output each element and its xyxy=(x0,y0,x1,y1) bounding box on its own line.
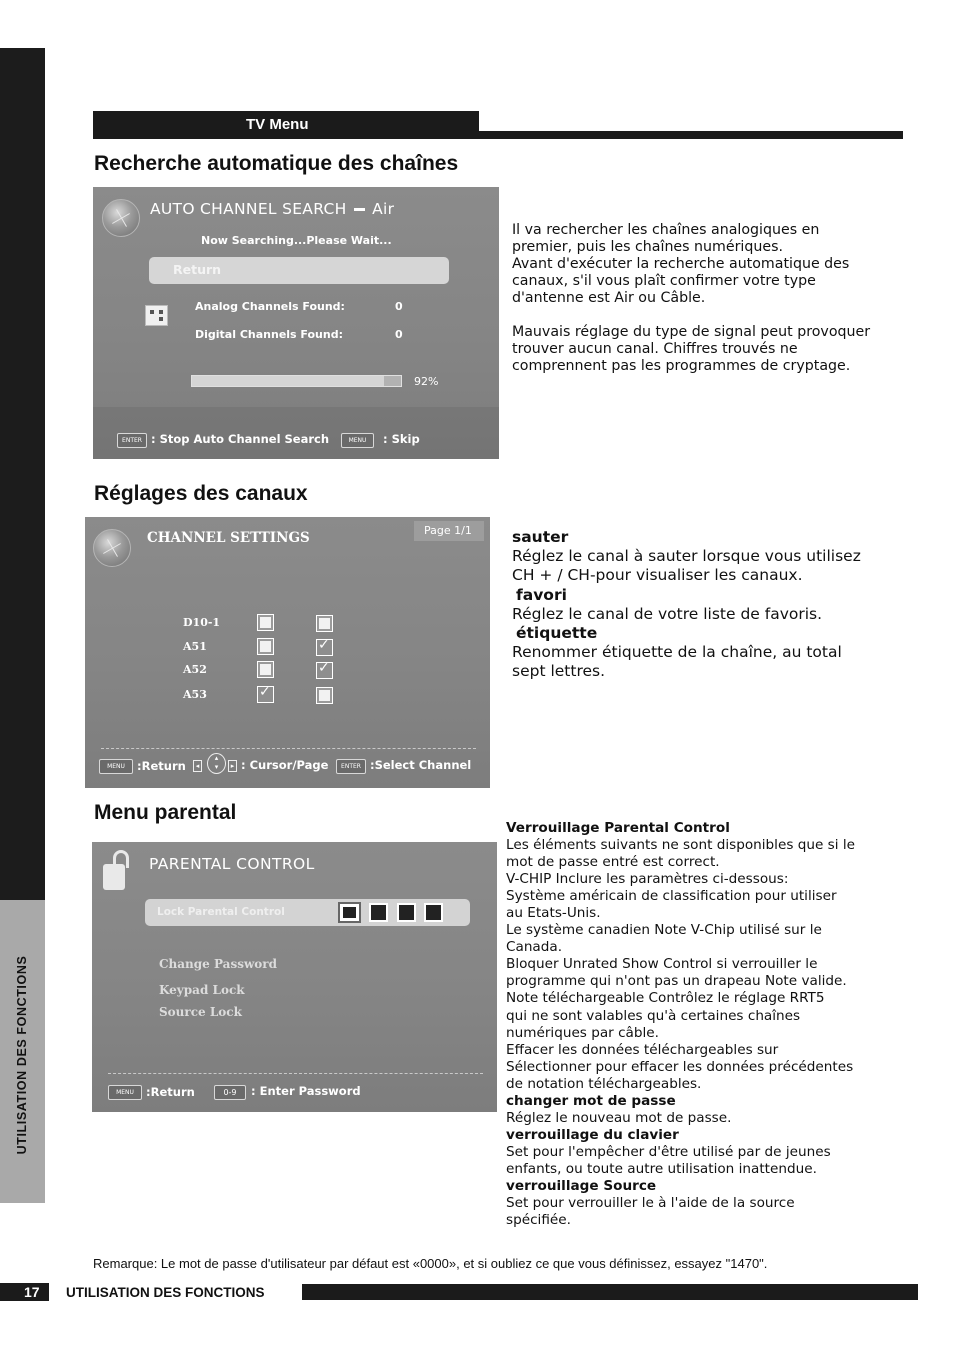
parental-control-screen xyxy=(92,842,497,1112)
side-bar-dark xyxy=(0,48,45,900)
stop-search-hint: : Stop Auto Channel Search xyxy=(151,432,330,446)
skip-checkbox[interactable] xyxy=(257,661,274,678)
skip-text-line-2: CH + / CH-pour visualiser les canaux. xyxy=(512,566,803,585)
description-line: d'antenne est Air ou Câble. xyxy=(512,290,706,306)
lock-parental-control-label: Lock Parental Control xyxy=(157,906,285,918)
parental-control-title: PARENTAL CONTROL xyxy=(149,855,315,873)
description-line: spécifiée. xyxy=(506,1212,571,1229)
auto-search-title-text: AUTO CHANNEL SEARCH xyxy=(150,200,347,218)
description-line: V-CHIP Inclure les paramètres ci-dessous: xyxy=(506,871,789,888)
arrow-left-icon: ◂ xyxy=(193,760,202,772)
auto-search-title xyxy=(150,200,394,218)
cursor-page-hint: : Cursor/Page xyxy=(241,758,329,772)
auto-search-screen xyxy=(93,187,499,459)
description-line: premier, puis les chaînes numériques. xyxy=(512,239,783,255)
channel-name: D10-1 xyxy=(183,616,221,629)
arrow-right-icon: ▸ xyxy=(228,760,237,772)
search-progress-fill xyxy=(192,376,384,386)
footer-rule xyxy=(302,1284,918,1300)
description-line: Sélectionner pour effacer les données précédentes xyxy=(506,1058,854,1075)
channel-settings-screen xyxy=(85,517,490,788)
search-progress-label: 92% xyxy=(414,375,439,388)
description-line: qui ne sont valables qu'à certaines chaînes xyxy=(506,1007,801,1024)
description-line: trouver aucun canal. Chiffres trouvés ne xyxy=(512,341,798,357)
label-text-line-2: sept lettres. xyxy=(512,662,606,681)
return-hint: :Return xyxy=(137,759,186,773)
lock-parental-control-row[interactable] xyxy=(145,899,470,926)
menu-key: MENU xyxy=(341,433,374,448)
skip-text-line-1: Réglez le canal à sauter lorsque vous utilisez xyxy=(512,547,861,566)
favorite-checkbox[interactable] xyxy=(316,687,333,704)
page-indicator-label: Page 1/1 xyxy=(424,524,472,537)
description-heading: changer mot de passe xyxy=(506,1092,676,1109)
footer-divider xyxy=(108,1073,483,1074)
menu-key: MENU xyxy=(99,759,133,774)
description-line: de notation téléchargeables. xyxy=(506,1075,702,1092)
favorite-checkbox[interactable] xyxy=(316,639,333,656)
return-button-label: Return xyxy=(173,262,222,277)
password-digit-3[interactable] xyxy=(397,903,416,922)
description-line: Effacer les données téléchargeables sur xyxy=(506,1041,779,1058)
antenna-icon xyxy=(145,305,168,326)
footer-section-label: UTILISATION DES FONCTIONS xyxy=(66,1285,265,1300)
change-password-item[interactable]: Change Password xyxy=(159,957,278,971)
globe-icon xyxy=(93,529,131,567)
favorite-checkbox[interactable] xyxy=(316,662,333,679)
password-remark: Remarque: Le mot de passe d'utilisateur par défaut est «0000», et si oubliez ce que vous définissez, essayez "1470". xyxy=(93,1256,768,1271)
page-number: 17 xyxy=(24,1284,40,1300)
skip-checkbox[interactable] xyxy=(257,614,274,631)
label-text-line-1: Renommer étiquette de la chaîne, au total xyxy=(512,643,842,662)
header-tab-label: TV Menu xyxy=(246,116,309,133)
section-title-channel-settings: Réglages des canaux xyxy=(94,482,308,505)
enter-key: ENTER xyxy=(117,433,147,448)
digital-channels-value: 0 xyxy=(395,328,403,341)
menu-key: MENU xyxy=(108,1085,142,1100)
description-heading: verrouillage du clavier xyxy=(506,1126,679,1143)
digits-key: 0-9 xyxy=(214,1085,246,1100)
password-digit-4[interactable] xyxy=(424,903,443,922)
description-line: comprennent pas les programmes de cryptage. xyxy=(512,358,851,374)
analog-channels-value: 0 xyxy=(395,300,403,313)
description-line: Canada. xyxy=(506,939,563,956)
skip-checkbox[interactable] xyxy=(257,638,274,655)
digital-channels-label: Digital Channels Found: xyxy=(195,328,343,341)
arrow-up-down-icon: ▴ ▾ xyxy=(207,753,226,774)
description-line: au Etats-Unis. xyxy=(506,905,601,922)
enter-key: ENTER xyxy=(336,759,366,774)
favorite-text: Réglez le canal de votre liste de favoris. xyxy=(512,604,823,623)
description-line: Set pour l'empêcher d'être utilisé par de jeunes xyxy=(506,1143,831,1160)
description-line: enfants, ou toute autre utilisation inattendue. xyxy=(506,1160,817,1177)
analog-channels-label: Analog Channels Found: xyxy=(195,300,345,313)
description-line: Set pour verrouiller le à l'aide de la source xyxy=(506,1195,795,1212)
description-line: Note téléchargeable Contrôlez le réglage RRT5 xyxy=(506,990,825,1007)
skip-checkbox[interactable] xyxy=(257,686,274,703)
description-heading: verrouillage Source xyxy=(506,1177,657,1194)
return-hint: :Return xyxy=(146,1085,195,1099)
parental-description xyxy=(506,820,855,1229)
description-line: Bloquer Unrated Show Control si verrouiller le xyxy=(506,956,818,973)
channel-settings-title: CHANNEL SETTINGS xyxy=(147,530,310,546)
favorite-title: favori xyxy=(516,585,567,604)
description-line: Le système canadien Note V-Chip utilisé sur le xyxy=(506,922,822,939)
description-line: Système américain de classification pour utiliser xyxy=(506,888,837,905)
description-line: programme qui n'ont pas un drapeau Note valide. xyxy=(506,973,847,990)
description-line: Avant d'exécuter la recherche automatique des xyxy=(512,256,850,272)
description-line: canaux, s'il vous plaît confirmer votre type xyxy=(512,273,816,289)
password-digit-2[interactable] xyxy=(369,903,388,922)
favorite-checkbox[interactable] xyxy=(316,615,333,632)
channel-settings-description xyxy=(512,528,861,682)
header-rule xyxy=(479,131,903,139)
description-line: Réglez le nouveau mot de passe. xyxy=(506,1109,732,1126)
channel-name: A51 xyxy=(183,640,207,653)
footer-divider xyxy=(101,748,476,749)
description-line: mot de passe entré est correct. xyxy=(506,854,720,871)
return-button[interactable] xyxy=(149,257,449,284)
label-title: étiquette xyxy=(516,624,598,643)
auto-search-description xyxy=(512,222,870,375)
channel-name: A53 xyxy=(183,688,207,701)
keypad-lock-item[interactable]: Keypad Lock xyxy=(159,983,245,997)
auto-search-title-suffix: Air xyxy=(372,200,395,218)
section-title-auto-search: Recherche automatique des chaînes xyxy=(94,152,459,175)
source-lock-item[interactable]: Source Lock xyxy=(159,1005,242,1019)
padlock-icon xyxy=(103,864,125,890)
page-indicator xyxy=(414,521,484,541)
dash-icon xyxy=(354,208,365,211)
description-line xyxy=(512,307,870,324)
search-progress-bar xyxy=(191,375,402,387)
section-title-parental: Menu parental xyxy=(94,801,237,824)
enter-password-hint: : Enter Password xyxy=(251,1084,361,1098)
side-section-label: UTILISATION DES FONCTIONS xyxy=(15,955,29,1155)
description-line: Mauvais réglage du type de signal peut provoquer xyxy=(512,324,871,340)
description-heading: Verrouillage Parental Control xyxy=(506,820,730,836)
search-status: Now Searching...Please Wait... xyxy=(201,234,392,247)
description-line: Il va rechercher les chaînes analogiques en xyxy=(512,222,820,238)
select-channel-hint: :Select Channel xyxy=(370,758,472,772)
description-line: Les éléments suivants ne sont disponibles que si le xyxy=(506,837,855,854)
skip-hint: : Skip xyxy=(383,432,420,446)
password-digit-1[interactable] xyxy=(338,902,361,923)
channel-name: A52 xyxy=(183,663,207,676)
description-line: numériques par câble. xyxy=(506,1024,659,1041)
globe-icon xyxy=(102,199,140,237)
skip-title: sauter xyxy=(512,528,569,546)
